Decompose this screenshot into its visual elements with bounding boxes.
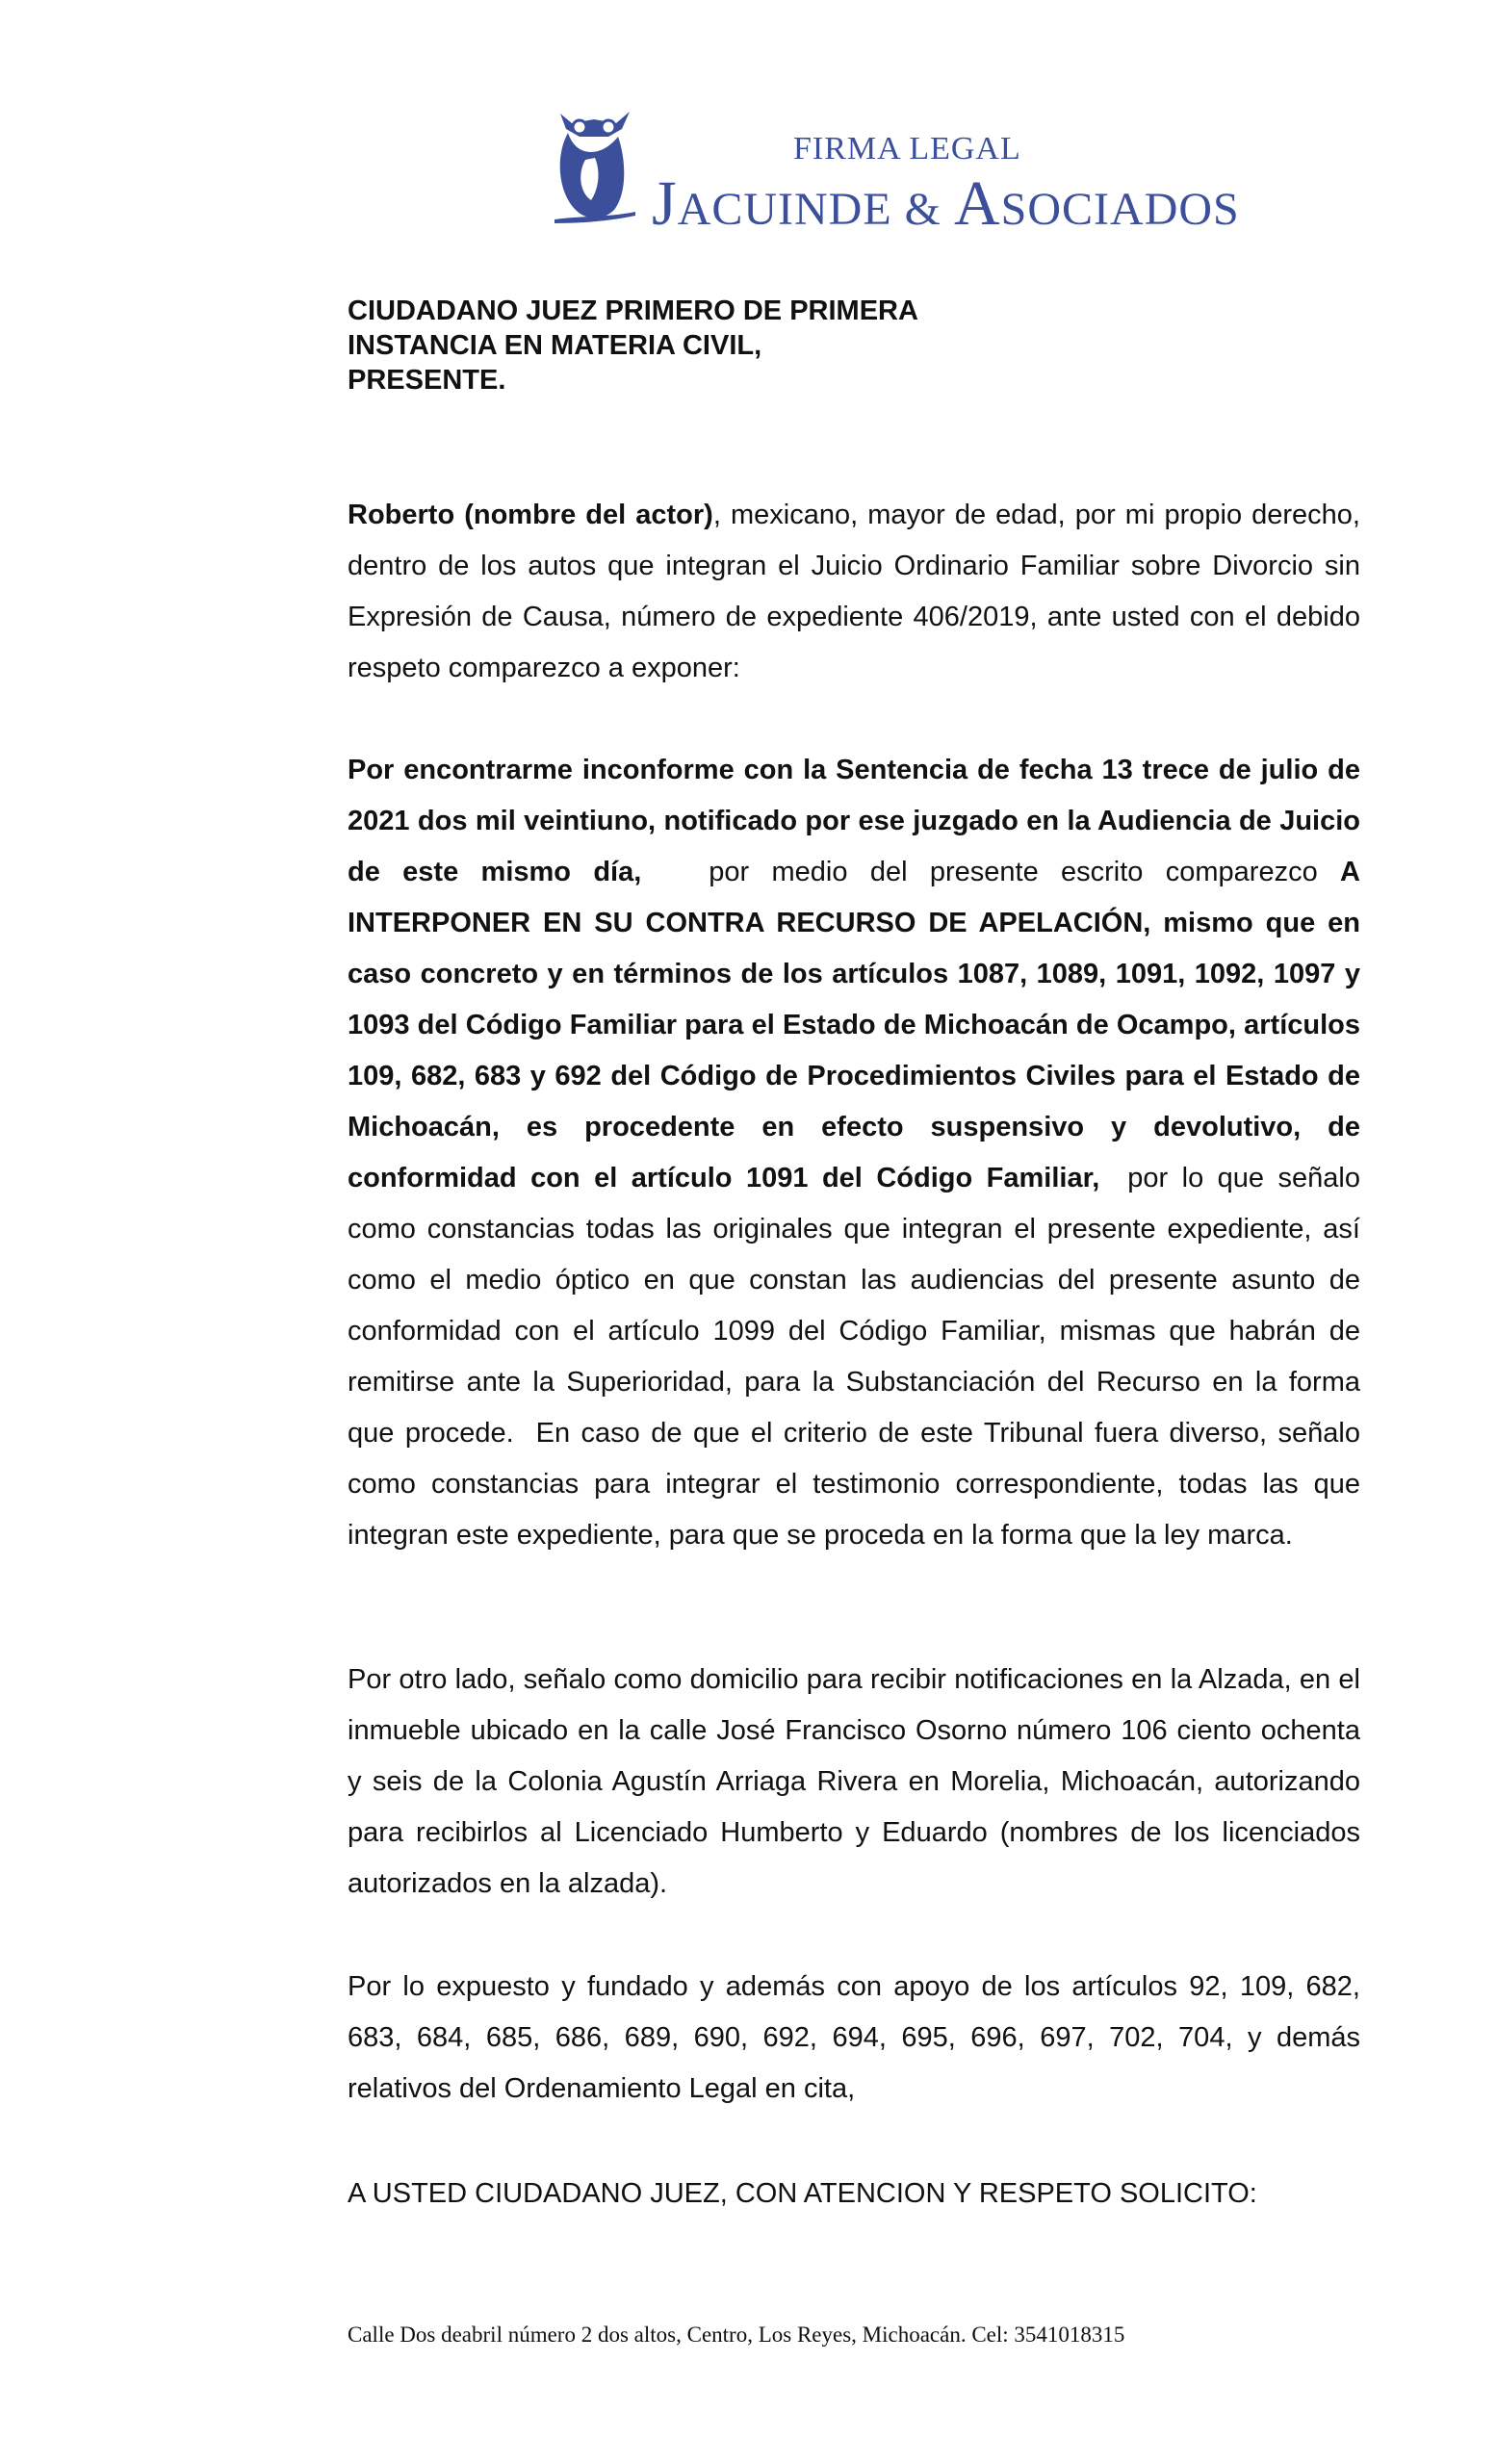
footer-address: Calle Dos deabril número 2 dos altos, Centro, Los Reyes, Michoacán. Cel: 3541018315	[348, 2323, 1125, 2347]
plaintiff-name: Roberto (nombre del actor)	[348, 500, 713, 530]
owl-logo-icon	[551, 104, 637, 231]
logo-line2: JACUINDE & ASOCIADOS	[652, 168, 1240, 239]
paragraph-request: A USTED CIUDADANO JUEZ, CON ATENCION Y RESPETO SOLICITO:	[348, 2178, 1257, 2209]
paragraph-appeal: Por encontrarme inconforme con la Sentencia de fecha 13 trece de julio de 2021 dos mil veintiuno, notificado por ese juzgado en la Audiencia de Juicio de este mismo día, por medio del presente escrito comparezco A INTERPONER EN SU CONTRA RECURSO DE APELACIÓN, mismo que en caso concreto y en términos de los artículos 1087, 1089, 1091, 1092, 1097 y 1093 del Código Familiar para el Estado de Michoacán de Ocampo, artículos 109, 682, 683 y 692 del Código de Procedimientos Civiles para el Estado de Michoacán, es procedente en efecto suspensivo y devolutivo, de conformidad con el artículo 1091 del Código Familiar, por lo que señalo como constancias todas las originales que integran el presente expediente, así como el medio óptico en que constan las audiencias del presente asunto de conformidad con el artículo 1099 del Código Familiar, mismas que habrán de remitirse ante la Superioridad, para la Substanciación del Recurso en la forma que procede. En caso de que el criterio de este Tribunal fuera diverso, señalo como constancias para integrar el testimonio correspondiente, todas las que integran este expediente, para que se proceda en la forma que la ley marca.	[348, 755, 1369, 1551]
paragraph-intro: Roberto (nombre del actor), mexicano, mayor de edad, por mi propio derecho, dentro de los autos que integran el Juicio Ordinario Familiar sobre Divorcio sin Expresión de Causa, número de expediente 406/2019, ante usted con el debido respeto comparezco a exponer:	[348, 500, 1360, 683]
addressee-line: CIUDADANO JUEZ PRIMERO DE PRIMERA	[348, 295, 918, 326]
addressee-block	[348, 294, 918, 398]
paragraph-legal-basis: Por lo expuesto y fundado y además con apoyo de los artículos 92, 109, 682, 683, 684, 685, 686, 689, 690, 692, 694, 695, 696, 697, 702, 704, y demás relativos del Ordenamiento Legal en cita,	[348, 1971, 1360, 2104]
logo-line1: FIRMA LEGAL	[793, 131, 1021, 167]
addressee-line: PRESENTE.	[348, 365, 506, 396]
paragraph-domicile: Por otro lado, señalo como domicilio para recibir notificaciones en la Alzada, en el inmueble ubicado en la calle José Francisco Osorno número 106 ciento ochenta y seis de la Colonia Agustín Arriaga Rivera en Morelia, Michoacán, autorizando para recibirlos al Licenciado Humberto y Eduardo (nombres de los licenciados autorizados en la alzada).	[348, 1664, 1360, 1899]
firm-logo	[551, 104, 1240, 239]
addressee-line: INSTANCIA EN MATERIA CIVIL,	[348, 330, 762, 361]
